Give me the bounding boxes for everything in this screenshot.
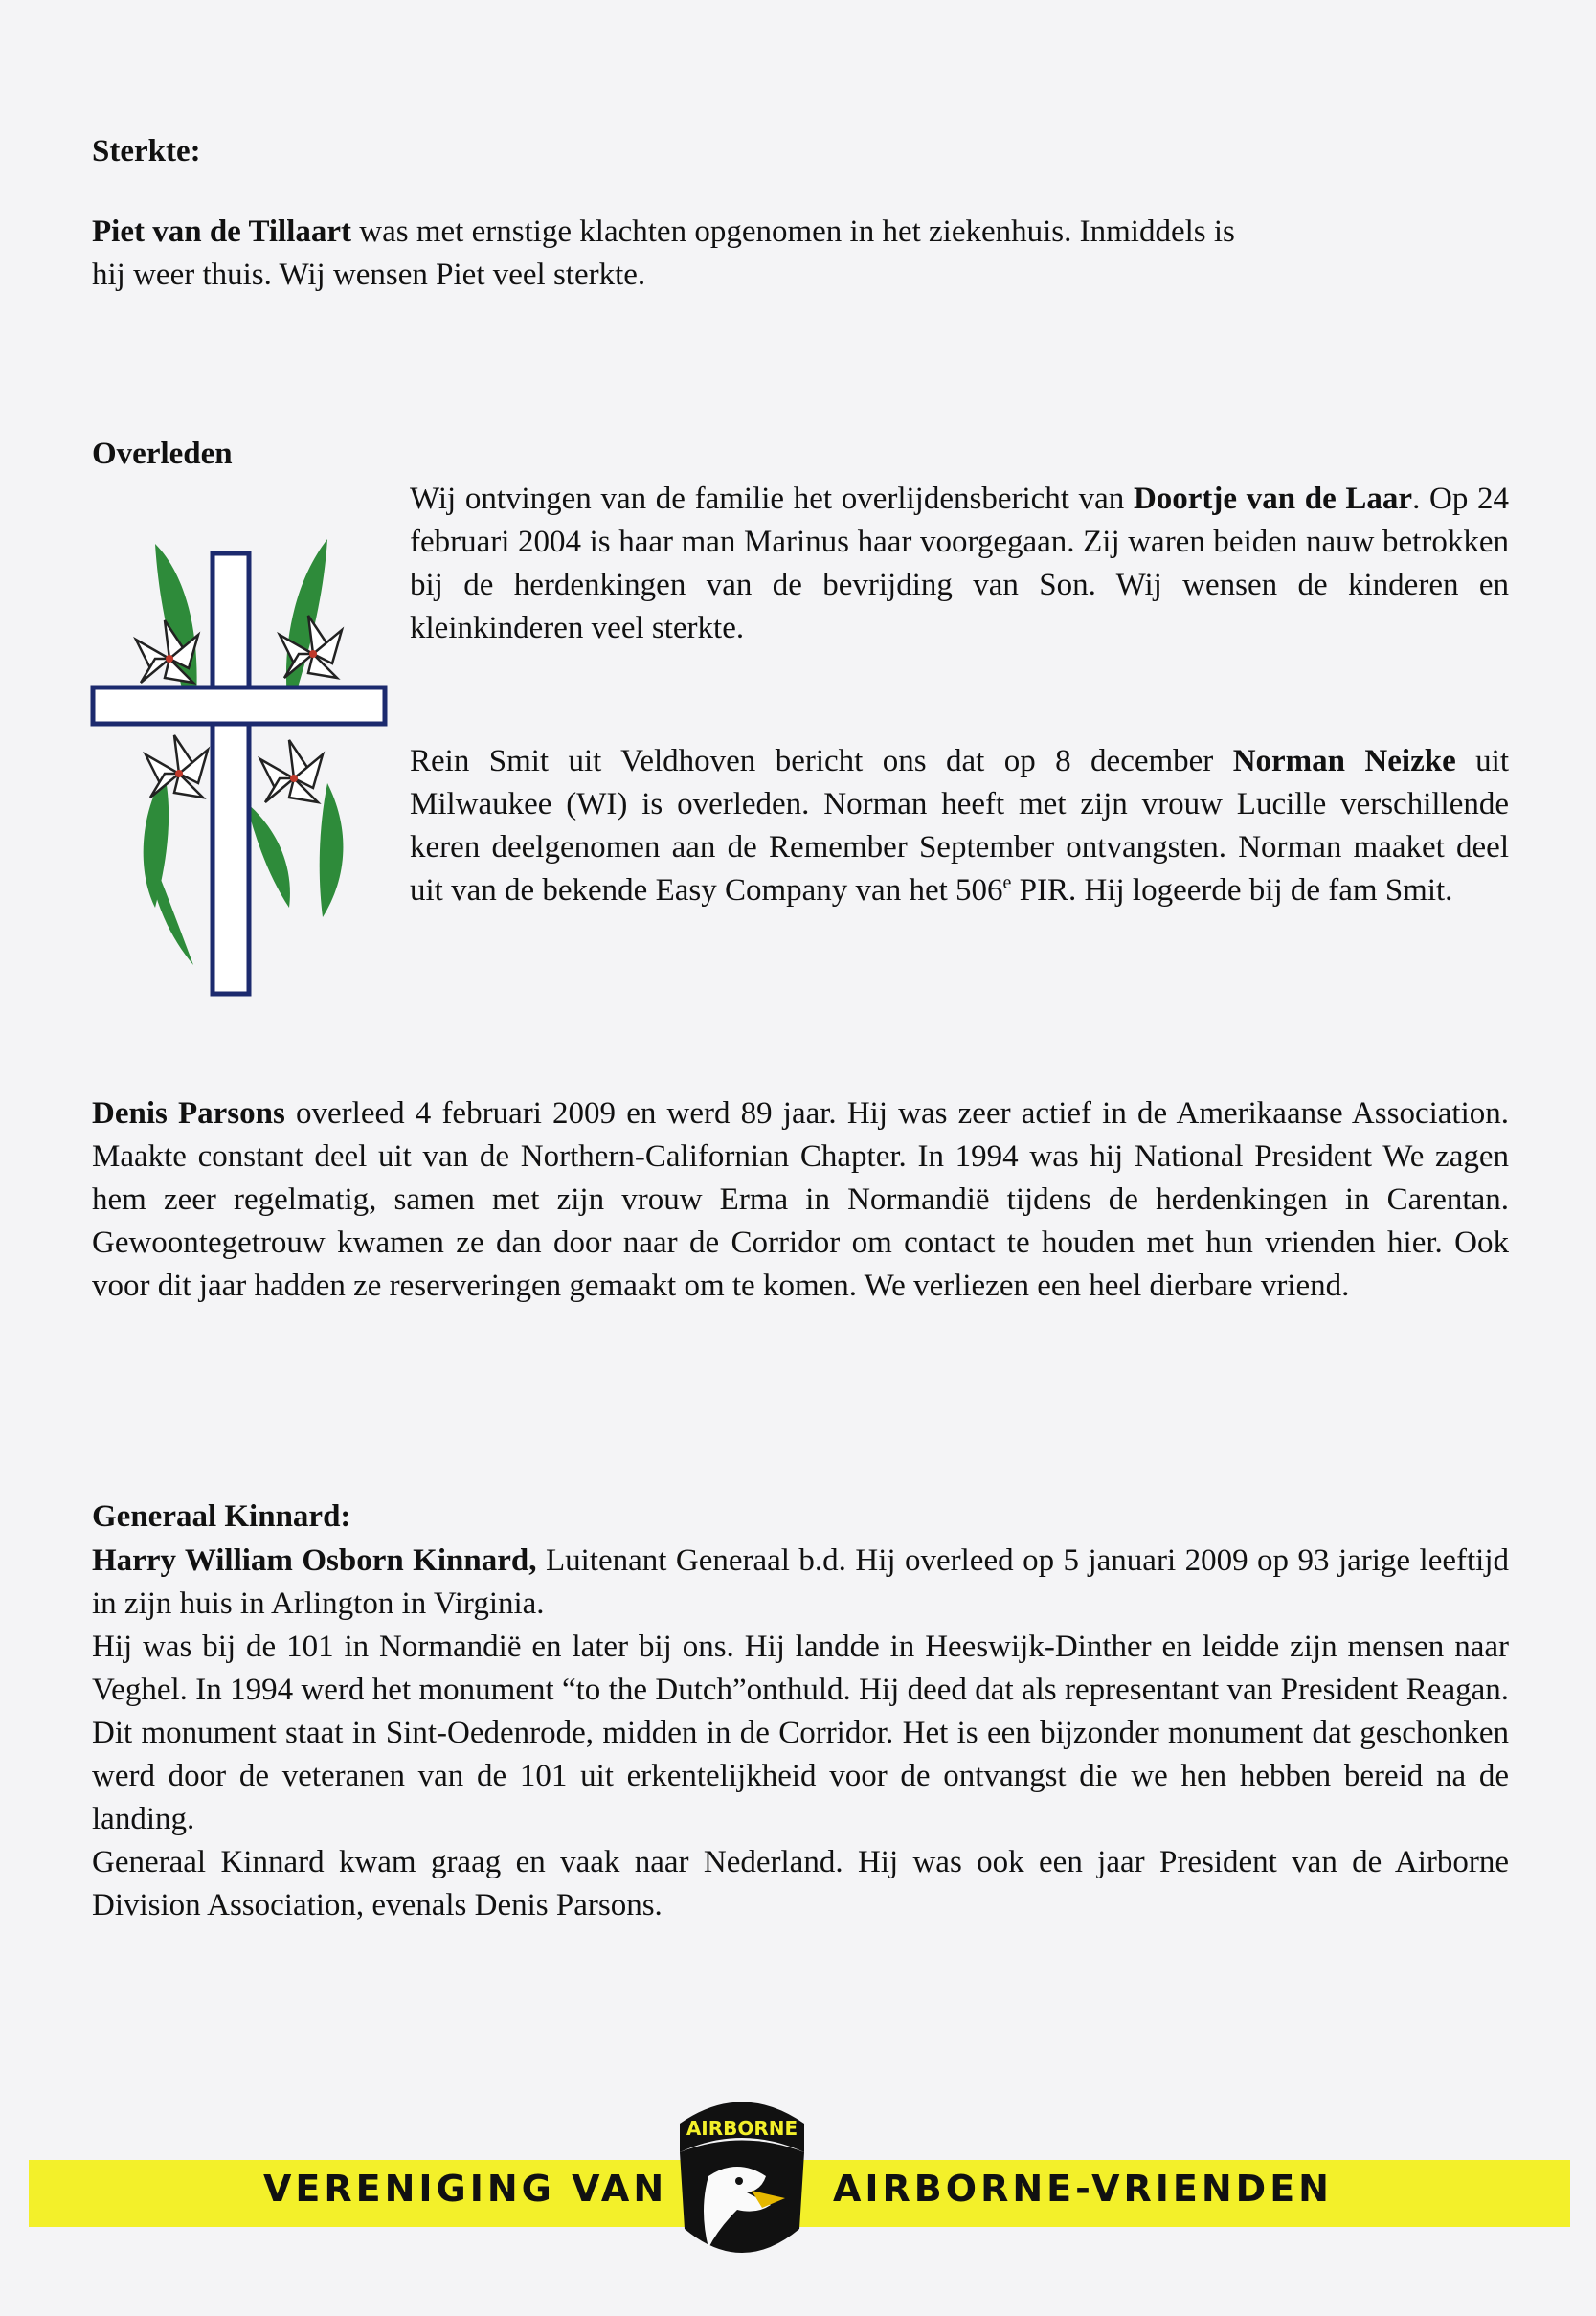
sterkte-body (92, 211, 1509, 297)
norman-sup: e (1002, 872, 1012, 893)
sterkte-heading: Sterkte: (92, 134, 201, 169)
parsons-text: overleed 4 februari 2009 en werd 89 jaar. Hij was zeer actief in de Amerikaanse Association. Maakte constant deel uit van de Northern-Californian Chapter. In 1994 was hij National President We zagen hem zeer regelmatig, samen met zijn vrouw Erma in Normandië tijdens de herdenkingen in Carentan. Gewoontegetrouw kwamen ze dan door naar de Corridor om contact te houden met hun vrienden hier. Ook voor dit jaar hadden ze reserveringen gemaakt om te komen. We verliezen een heel dierbare vriend. (92, 1096, 1510, 1303)
overleden-heading: Overleden (92, 437, 233, 471)
kinnard-text2: Hij was bij de 101 in Normandië en later bij ons. Hij landde in Heeswijk-Dinther en leidde zijn mensen naar Veghel. In 1994 werd het monument “to the Dutch”onthuld. Hij deed dat als representant van President Reagan. Dit monument staat in Sint-Oedenrode, midden in de Corridor. Het is een bijzonder monument dat geschonken werd door de veteranen van de 101 uit erkentelijkheid voor de ontvangst die we hen hebben bereid na de landing. (92, 1630, 1509, 1836)
kinnard-name: Harry William Osborn Kinnard, (92, 1543, 537, 1578)
doortje-name: Doortje van de Laar (1133, 482, 1413, 516)
doortje-post: . Op 24 februari 2004 is haar man Marinus haar voorgegaan. Zij waren beiden nauw betrokken bij de herdenkingen van de bevrijding van Son. Wij wensen de kinderen en kleinkinderen veel sterkte. (410, 482, 1509, 645)
sterkte-line1: was met ernstige klachten opgenomen in het ziekenhuis. Inmiddels is (351, 214, 1235, 249)
norman-pre: Rein Smit uit Veldhoven bericht ons dat op 8 december (410, 744, 1233, 778)
doortje-pre: Wij ontvingen van de familie het overlijdensbericht van (410, 482, 1134, 516)
kinnard-heading: Generaal Kinnard: (92, 1499, 351, 1534)
kinnard-text1: Luitenant Generaal b.d. Hij overleed op 5 januari 2009 op 93 jarige leeftijd in zijn huis in Arlington in Virginia. (92, 1543, 1510, 1621)
norman-name: Norman Neizke (1232, 744, 1456, 778)
parsons-paragraph (92, 1092, 1509, 1308)
sterkte-line2: hij weer thuis. Wij wensen Piet veel sterkte. (92, 258, 646, 292)
eagle-emblem-icon (670, 2085, 814, 2277)
footer-left-text: VERENIGING VAN (263, 2168, 668, 2210)
footer-right-text: AIRBORNE-VRIENDEN (833, 2168, 1333, 2210)
kinnard-paragraph (92, 1540, 1509, 1927)
kinnard-text3: Generaal Kinnard kwam graag en vaak naar Nederland. Hij was ook een jaar President van de Airborne Division Association, evenals Denis Parsons. (92, 1845, 1509, 1923)
cross-with-lilies-icon (88, 525, 394, 1003)
norman-post2: PIR. Hij logeerde bij de fam Smit. (1011, 873, 1453, 908)
norman-post1: uit Milwaukee (WI) is overleden. Norman heeft met zijn vrouw Lucille verschillende keren deelgenomen aan de Remember September ontvangsten. Norman maaket deel uit van de bekende Easy Company van het 506 (410, 744, 1509, 908)
emblem-text: AIRBORNE (686, 2117, 798, 2140)
parsons-name: Denis Parsons (92, 1096, 285, 1131)
doortje-paragraph (410, 478, 1509, 650)
norman-paragraph (410, 740, 1509, 912)
sterkte-name: Piet van de Tillaart (92, 214, 352, 249)
